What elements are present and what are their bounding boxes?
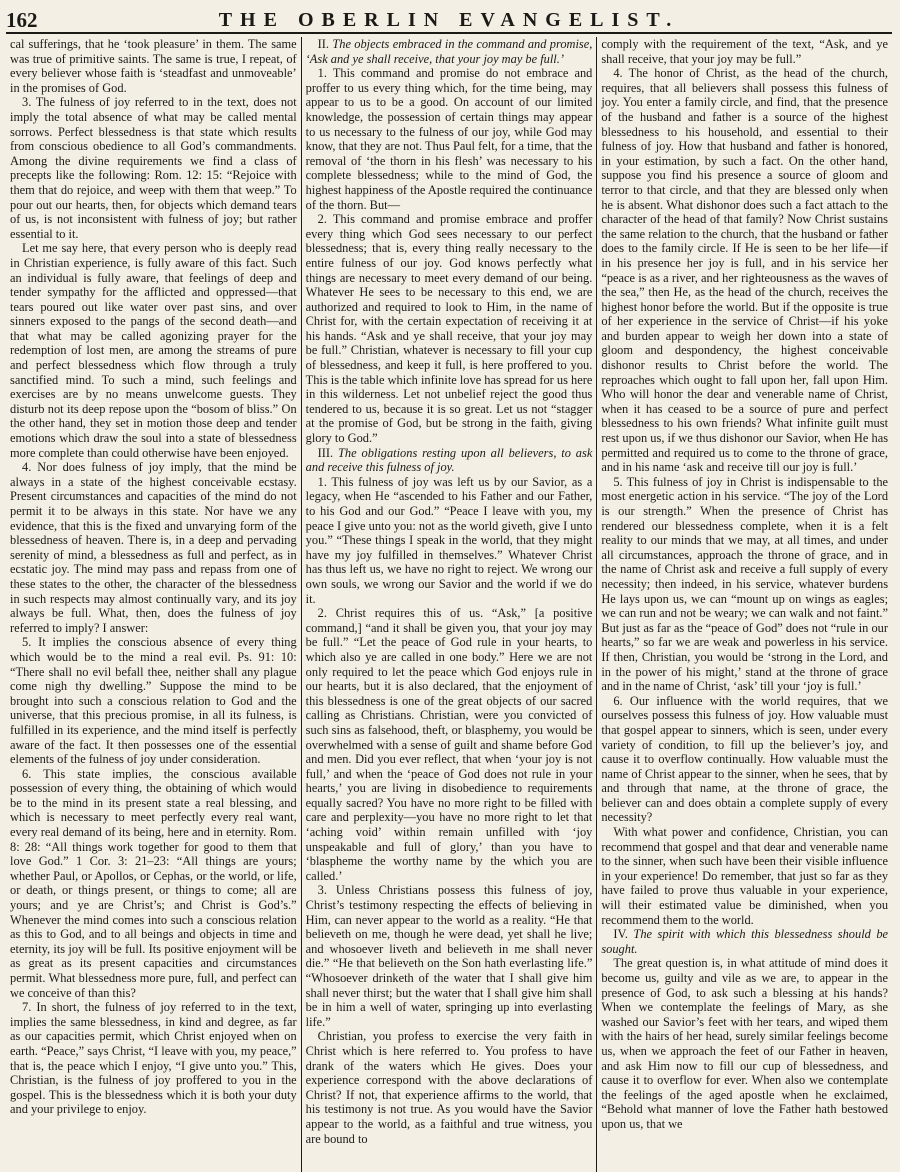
text-columns — [6, 37, 892, 1172]
page-number: 162 — [6, 8, 38, 32]
column-3 — [596, 37, 892, 1172]
paragraph: 2. This command and promise embrace and proffer every thing which God sees necessary to our perfect blessedness; that is, every thing really necessary to the entire fulness of our joy. God knows perfectly what things are necessary to meet every demand of our being. Whatever He sees to be necessary to this end, we are authorized and required to look to Him, in the name of Christ for, with the certain expectation of receiving it at his hands. “Ask and ye shall receive, that your joy may be full.” Christian, whatever is necessary to fill your cup of blessedness, and keep it full, is here proffered to you. This is the table which infinite love has spread for us here in this wilderness. Let not unbelief reject the good thus tendered to us, because it is so great. Let us not “stagger at the promise of God, but be strong in the faith, giving glory to God.” — [305, 212, 593, 446]
section-heading-paragraph: III. The obligations resting upon all believers, to ask and receive this fulness of joy. — [305, 445, 593, 475]
heading-italic-text: The obligations resting upon all believers, to ask and receive this fulness of joy. — [305, 445, 593, 475]
heading-italic-text: The spirit with which this blessedness should be sought. — [601, 927, 889, 956]
paragraph: 5. It implies the conscious absence of every thing which would be to the mind a real evil. Ps. 91: 10: “There shall no evil befall thee, neither shall any plague come nigh thy dwelling.” Suppose the mind to be brought into such a conscious relation to God and the universe, that this precious promise, in all its fulness, is fulfilled in its experience, and the mind itself is perfectly aware of the fact. It then possesses one of the essential elements of the fulness of joy under consideration. — [10, 635, 297, 767]
paragraph: 2. Christ requires this of us. “Ask,” [a positive command,] “and it shall be given you, that your joy may be full.” “Let the peace of God rule in your hearts, to which also ye are called in one body.” Here we are not only required to let the peace which God enjoys rule in our hearts, but it is also declared, that the enjoyment of this blessedness is one of the great objects of our sacred calling as Christians. Christian, were you convicted of such sins as falsehood, theft, or blasphemy, you would be overwhelmed with a sense of guilt and shame before God and men. Did you ever reflect, that when ‘your joy is not full,’ and when the ‘peace of God does not rule in your hearts,’ you are living in disobedience to requirements equally sacred? You have no more right to be filled with care and perplexity—you have no more right to let that ‘aching void’ within remain unfilled with ‘joy unspeakable and full of glory,’ than you have to ‘blaspheme the worthy name by the which you are called.’ — [305, 606, 593, 883]
paragraph: 6. This state implies, the conscious available possession of every thing, the obtaining of which would be to the mind in its present state a real blessing, and which is necessary to meet perfectly every real want, every real demand of its being, here and in eternity. Rom. 8: 28: “All things work together for good to them that love God.” 1 Cor. 3: 21–23: “All things are yours; whether Paul, or Apollos, or Cephas, or the world, or life, or death, or things present, or things to come; all are yours; and ye are Christ’s; and Christ is God’s.” Whenever the mind comes into such a conscious relation as this to God, and to all beings and objects in time and eternity, its joy will be full. Its positive enjoyment will be as great as its present capacities and circumstances permit. What blessedness more pure, full, and perfect can we conceive of than this? — [10, 766, 297, 1000]
heading-italic-text: The objects embraced in the command and promise, ‘Ask and ye shall receive, that your joy may be full.’ — [305, 37, 593, 66]
paragraph: 1. This command and promise do not embrace and proffer to us every thing which, for the time being, may appear to us to be a good. On account of our limited knowledge, the possession of certain things may appear to us necessary to the fulness of our joy, while God may know, that they are not. Thus Paul felt, for a time, that the removal of ‘the thorn in his flesh’ was necessary to his complete blessedness; while to the mind of God, the highest happiness of the Apostle required the continuance of the thorn. But— — [305, 66, 593, 212]
paragraph: 6. Our influence with the world requires, that we ourselves possess this fulness of joy. How valuable must that gospel appear to sinners, which is seen, under every variety of condition, to fill up the believer’s joy, and cause it to overflow continually. How valuable must the name of Christ appear to the sinner, when he sees, that by and through that name, at the throne of grace, the believer can and does obtain a complete supply of every necessity? — [601, 693, 889, 825]
paragraph: cal sufferings, that he ‘took pleasure’ in them. The same was true of primitive saints. The same is true, I repeat, of every believer whose faith is ‘steadfast and unmoveable’ in the promises of God. — [10, 37, 297, 95]
paragraph: 4. Nor does fulness of joy imply, that the mind be always in a state of the highest conceivable ecstasy. Present circumstances and capacities of the mind do not permit it to be always in this state. Nor have we any evidence, that this is the fixed and unvarying form of the blessedness of heaven. There is, in a deep and pervading serenity of mind, a blessedness as full and perfect, as in ecstatic joy. The mind may pass and repass from one of these states to the other, the character of the blessedness in such respects may almost continually vary, and its joy always be full. What, then, does the fulness of joy referred to imply? I answer: — [10, 460, 297, 635]
masthead — [6, 4, 892, 34]
paragraph: With what power and confidence, Christian, you can recommend that gospel and that dear and venerable name to the sinner, when such have been their visible influence in your experience! Do remember, that just so far as they have failed to prove thus valuable in your experience, will their estimated value be diminished, when you recommend them to the world. — [601, 825, 889, 927]
column-1 — [6, 37, 301, 1172]
paragraph: 4. The honor of Christ, as the head of the church, requires, that all believers shall possess this fulness of joy. You enter a family circle, and find, that the presence of the husband and father is a source of the highest blessedness to his household, and essential to their fulness of joy. How that husband and father is honored, in your estimation, by such a fact. On the other hand, suppose you find his presence a source of gloom and terror to that circle, and that they are blessed only when he is absent. What dishonor does such a fact attach to the character of the head of that family? Now Christ sustains the same relation to the church, that the husband or father does to the family circle. If He is seen to be her life—if in his presence her joy is full, and in his service her “peace is as a river, and her righteousness as the waves of the sea,” then He, as the head of the church, receives the highest honor before the world. But if the opposite is true of her experience in the service of Christ—if his yoke and burden appear to weigh her down into a state of gloom and despondency, the highest conceivable dishonor results to Christ before the world. The reproaches which ought to fall upon her, fall upon Him. Who will honor the dear and venerable name of Christ, when it has ceased to be a source of pure and perfect blessedness to his own friends? What infinite guilt must rest upon us, if we thus dishonor our Savior, when He has permitted and required us to come to the throne of grace, and in his name ‘ask and receive till our joy is full.’ — [601, 66, 889, 475]
paragraph: 3. Unless Christians possess this fulness of joy, Christ’s testimony respecting the effects of believing in Him, can never appear to the world as a reality. “He that believeth on me, though he were dead, yet shall he live; and whosoever liveth and believeth in me shall never die.” “He that believeth on the Son hath everlasting life.” “Whosoever drinketh of the water that I shall give him shall never thirst; but the water that I shall give him shall be in him a well of water, springing up into everlasting life.” — [305, 883, 593, 1029]
paragraph: 7. In short, the fulness of joy referred to in the text, implies the same blessedness, in kind and degree, as far as our capacities permit, which Christ enjoyed when on earth. “Peace,” says Christ, “I leave with you, my peace,” that is, the peace which I enjoy, “I give unto you.” This, Christian, is the fulness of joy proffered to you in the gospel. This is the blessedness which it is both your duty and your privilege to enjoy. — [10, 1000, 297, 1117]
publication-title: THE OBERLIN EVANGELIST. — [218, 9, 680, 31]
column-2 — [301, 37, 597, 1172]
paragraph: Let me say here, that every person who is deeply read in Christian experience, is fully aware of this fact. Such an individual is fully aware, that feelings of deep and tender sympathy for the afflicted and oppressed—that tears poured out like water over past sins, and over sinners exposed to the pangs of the second death—and that what may be called agonizing prayer for the redemption of lost men, are among the streams of pure and perfect blessedness which flow through a truly sanctified mind. To such a mind, such feelings and exercises are by no means unwelcome guests. They disturb not its deep repose upon the “bosom of bliss.” On the other hand, they set in motion those deep and tender emotions which draw the soul into a state of blessedness more complete than could otherwise have been enjoyed. — [10, 241, 297, 460]
paragraph: Christian, you profess to exercise the very faith in Christ which is here referred to. You profess to have drank of the waters which He gives. Does your experience correspond with the above declarations of Christ? If not, that experience affirms to the world, that his testimony is not true. As you would have the Savior appear to the world, as a faithful and true witness, you are bound to — [305, 1029, 593, 1146]
paragraph: The great question is, in what attitude of mind does it become us, guilty and vile as we are, to appear in the presence of God, to ask such a blessing at his hands? When we contemplate the feelings of Mary, as she washed our Savior’s feet with her tears, and wiped them with the hairs of her head, surely similar feelings become us, when we approach the feet of our Father in heaven, and ask Him now to fill our cup of blessedness, and cause it to overflow for ever. When also we contemplate the feelings of the aged apostle when he exclaimed, “Behold what manner of love the Father hath bestowed upon us, that we — [601, 956, 889, 1131]
paragraph: 3. The fulness of joy referred to in the text, does not imply the total absence of what may be called mental sorrows. Perfect blessedness is that state which results from conscious obedience to all God’s commandments. Among the divine requirements we find a class of precepts like the following: Rom. 12: 15: “Rejoice with them that do rejoice, and weep with them that weep.” To pour out our hearts, then, for objects which demand tears of us, is not inconsistent with fulness of joy; but rather essential to it. — [10, 95, 297, 241]
section-heading-paragraph: II. The objects embraced in the command and promise, ‘Ask and ye shall receive, that your joy may be full.’ — [305, 37, 593, 66]
paragraph: 5. This fulness of joy in Christ is indispensable to the most energetic action in his service. “The joy of the Lord is our strength.” When the presence of Christ has rendered our blessedness complete, when it is a felt reality to our minds that we may, at all times, and under all circumstances, approach the throne of grace, and in the name of Christ ask and receive a full supply of every necessity; then indeed, in his service, whatever burdens He lays upon us, we can “mount up on wings as eagles; we can run and not be weary; we can walk and not faint.” But just as far as the “peace of God” does not “rule in our hearts,” so far we are weak and powerless in his service. If then, Christian, you would be ‘strong in the Lord, and in the power of his might,’ stand at the throne of grace and in the name of Christ, ‘ask’ till your ‘joy is full.’ — [601, 474, 889, 694]
paragraph: 1. This fulness of joy was left us by our Savior, as a legacy, when He “ascended to his Father and our Father, to his God and our God.” “Peace I leave with you, my peace I give unto you: not as the world giveth, give I unto you.” “These things I speak in the world, that they might have my joy fulfilled in themselves.” Whatever Christ has thus left us, we have no right to reject. We wrong our own souls, we wrong our Savior and the world if we do it. — [305, 474, 593, 606]
paragraph: comply with the requirement of the text, “Ask, and ye shall receive, that your joy may be full.” — [601, 37, 889, 66]
section-heading-paragraph: IV. The spirit with which this blessedness should be sought. — [601, 927, 889, 956]
